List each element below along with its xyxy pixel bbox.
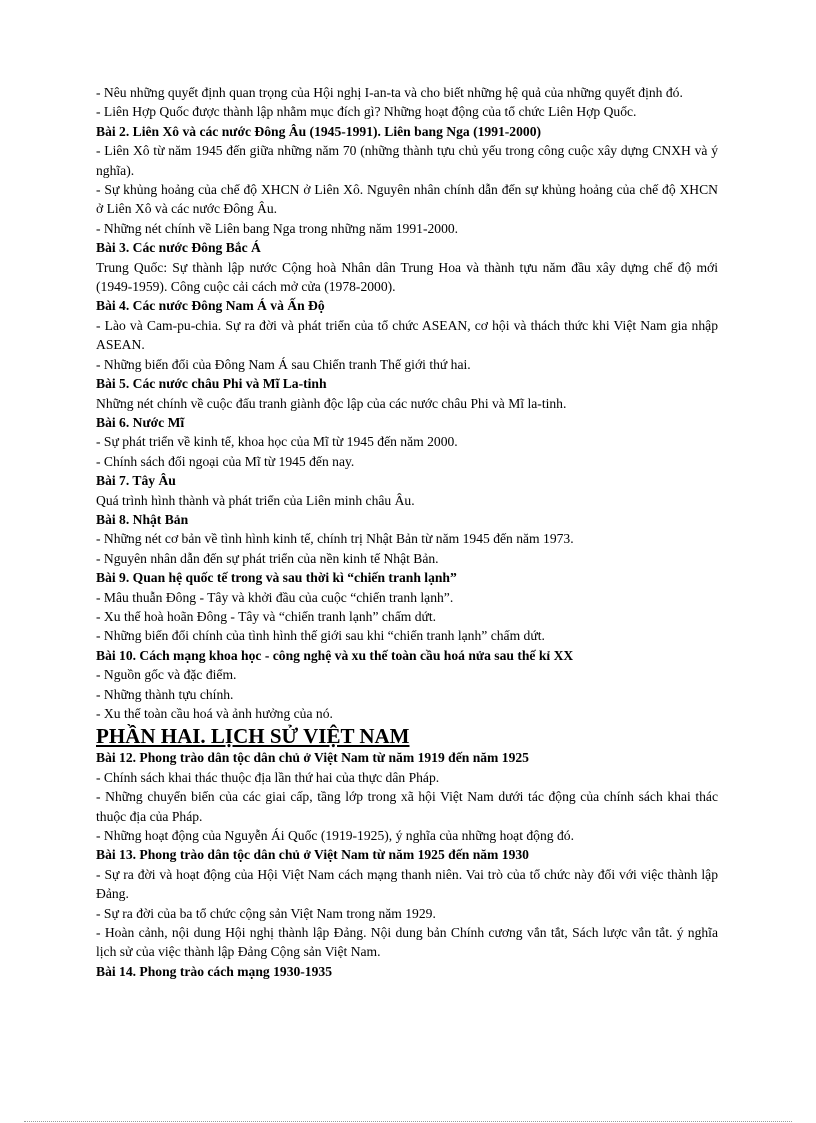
- paragraph: - Nguồn gốc và đặc điểm.: [96, 667, 237, 683]
- section-heading: Bài 12. Phong trào dân tộc dân chủ ở Việt Nam từ năm 1919 đến năm 1925: [96, 750, 529, 766]
- section-heading: Bài 4. Các nước Đông Nam Á và Ấn Độ: [96, 298, 325, 314]
- paragraph: - Xu thế hoà hoãn Đông - Tây và “chiến tranh lạnh” chấm dứt.: [96, 608, 437, 624]
- paragraph: Quá trình hình thành và phát triển của Liên minh châu Âu.: [96, 492, 415, 508]
- paragraph: Trung Quốc: Sự thành lập nước Cộng hoà Nhân dân Trung Hoa và thành tựu năm đầu xây dựng chế độ mới (1949-1959). Công cuộc cải cách mở cửa (1978-2000).: [96, 259, 718, 295]
- paragraph: - Những biến đổi chính của tình hình thế giới sau khi “chiến tranh lạnh” chấm dứt.: [96, 628, 545, 644]
- section-heading: Bài 5. Các nước châu Phi và Mĩ La-tinh: [96, 376, 327, 392]
- paragraph: - Chính sách đối ngoại của Mĩ từ 1945 đến nay.: [96, 453, 355, 469]
- section-heading: Bài 3. Các nước Đông Bắc Á: [96, 240, 261, 256]
- paragraph: - Lào và Cam-pu-chia. Sự ra đời và phát triển của tổ chức ASEAN, cơ hội và thách thức khi Việt Nam gia nhập ASEAN.: [96, 317, 718, 353]
- section-heading: Bài 14. Phong trào cách mạng 1930-1935: [96, 963, 332, 979]
- paragraph: - Những thành tựu chính.: [96, 686, 234, 702]
- paragraph: - Mâu thuẫn Đông - Tây và khởi đầu của cuộc “chiến tranh lạnh”.: [96, 589, 454, 605]
- part-title: PHẦN HAI. LỊCH SỬ VIỆT NAM: [96, 724, 410, 749]
- paragraph: - Sự ra đời của ba tổ chức cộng sản Việt Nam trong năm 1929.: [96, 905, 436, 921]
- section-heading: Bài 13. Phong trào dân tộc dân chủ ở Việt Nam từ năm 1925 đến năm 1930: [96, 847, 529, 863]
- paragraph: - Nêu những quyết định quan trọng của Hội nghị I-an-ta và cho biết những hệ quả của những quyết định đó.: [96, 85, 683, 100]
- paragraph: - Chính sách khai thác thuộc địa lần thứ hai của thực dân Pháp.: [96, 769, 440, 785]
- section-heading: Bài 2. Liên Xô và các nước Đông Âu (1945-1991). Liên bang Nga (1991-2000): [96, 123, 542, 139]
- paragraph: - Xu thế toàn cầu hoá và ảnh hưởng của nó.: [96, 706, 333, 721]
- paragraph: - Sự ra đời và hoạt động của Hội Việt Nam cách mạng thanh niên. Vai trò của tổ chức này đối với việc thành lập Đảng.: [96, 866, 718, 902]
- paragraph: - Sự phát triển về kinh tế, khoa học của Mĩ từ 1945 đến năm 2000.: [96, 434, 458, 450]
- section-heading: Bài 6. Nước Mĩ: [96, 414, 185, 430]
- paragraph: - Liên Hợp Quốc được thành lập nhằm mục đích gì? Những hoạt động của tổ chức Liên Hợp Quốc.: [96, 104, 637, 120]
- paragraph: - Những nét cơ bản về tình hình kinh tế, chính trị Nhật Bản từ năm 1945 đến năm 1973.: [96, 531, 574, 547]
- page-bottom-divider: [24, 1121, 792, 1122]
- section-heading: Bài 9. Quan hệ quốc tế trong và sau thời kì “chiến tranh lạnh”: [96, 570, 457, 586]
- paragraph: - Nguyên nhân dẫn đến sự phát triển của nền kinh tế Nhật Bản.: [96, 550, 439, 566]
- paragraph: - Những hoạt động của Nguyễn Ái Quốc (1919-1925), ý nghĩa của những hoạt động đó.: [96, 828, 574, 844]
- section-heading: Bài 8. Nhật Bản: [96, 511, 189, 527]
- paragraph: - Sự khủng hoảng của chế độ XHCN ở Liên Xô. Nguyên nhân chính dẫn đến sự khủng hoảng của chế độ XHCN ở Liên Xô và các nước Đông Âu.: [96, 182, 718, 217]
- document-page: [96, 83, 718, 981]
- paragraph: - Những nét chính về Liên bang Nga trong những năm 1991-2000.: [96, 220, 459, 236]
- section-heading: Bài 10. Cách mạng khoa học - công nghệ và xu thế toàn cầu hoá nửa sau thế kỉ XX: [96, 647, 574, 663]
- paragraph: - Hoàn cảnh, nội dung Hội nghị thành lập Đảng. Nội dung bản Chính cương vắn tắt, Sách lược vắn tắt. ý nghĩa lịch sử của việc thành lập Đảng Cộng sản Việt Nam.: [96, 925, 718, 960]
- section-heading: Bài 7. Tây Âu: [96, 473, 176, 489]
- paragraph: Những nét chính về cuộc đấu tranh giành độc lập của các nước châu Phi và Mĩ la-tinh.: [96, 395, 567, 411]
- paragraph: - Liên Xô từ năm 1945 đến giữa những năm 70 (những thành tựu chủ yếu trong công cuộc xây dựng CNXH và ý nghĩa).: [96, 143, 718, 178]
- paragraph: - Những chuyển biến của các giai cấp, tầng lớp trong xã hội Việt Nam dưới tác động của chính sách khai thác thuộc địa của Pháp.: [96, 789, 718, 824]
- paragraph: - Những biến đổi của Đông Nam Á sau Chiến tranh Thế giới thứ hai.: [96, 356, 471, 372]
